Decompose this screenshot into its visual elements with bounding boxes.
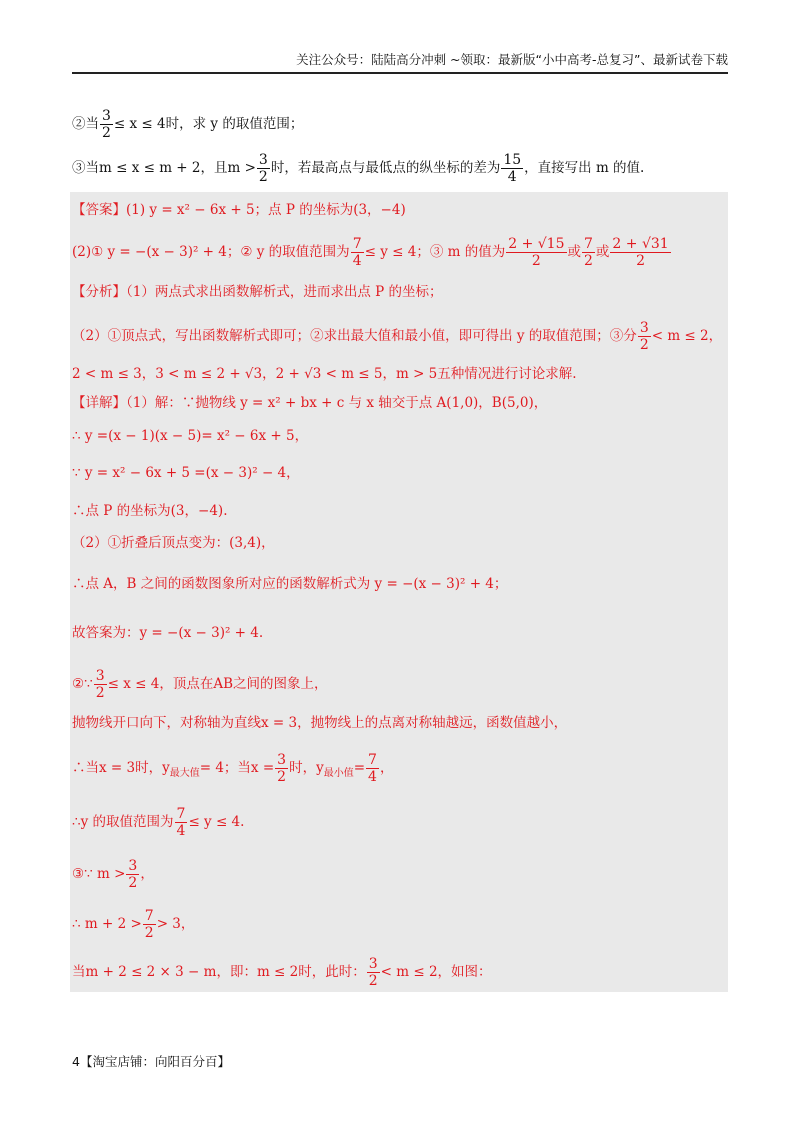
- answer-part: ≤ y ≤ 4；③ m 的值为: [364, 244, 506, 261]
- detail-line-12: [72, 858, 154, 891]
- subscript-max: 最大值: [169, 767, 200, 779]
- fraction: $\frac{3}{2}$: [128, 858, 138, 892]
- detail-text: ，: [379, 760, 394, 777]
- fraction: $\frac{3}{2}$: [277, 752, 287, 786]
- detail-line-14: [72, 956, 492, 989]
- fraction: $\frac{7}{4}$: [368, 752, 377, 786]
- detail-line-7: 故答案为：y = −(x − 3)² + 4.: [72, 625, 264, 641]
- detail-text: ∴ m + 2 >: [72, 916, 142, 933]
- detail-line-11: [72, 806, 244, 839]
- question-2: [72, 108, 303, 141]
- fraction: $\frac{3}{2}$: [639, 320, 649, 354]
- solution-panel: [70, 192, 728, 992]
- fraction: $\frac{3}{2}$: [258, 152, 268, 186]
- detail-line-13: [72, 908, 194, 941]
- analysis-line-1: [72, 286, 443, 300]
- detail-text: ≤ y ≤ 4.: [188, 814, 245, 831]
- fraction: $\frac{2 + √15}{2}$: [508, 236, 565, 270]
- fraction: $\frac{7}{2}$: [584, 236, 593, 270]
- detail-line-10: [72, 752, 393, 785]
- page-header: 关注公众号：陆陆高分冲刺 ~领取：最新版“小中高考-总复习”、最新试卷下载: [296, 52, 728, 67]
- analysis-text: （1）两点式求出函数解析式，进而求出点 P 的坐标；: [126, 284, 443, 300]
- answer-part: 或: [567, 244, 581, 261]
- q3-mid: 时，若最高点与最低点的纵坐标的差为: [270, 160, 501, 177]
- answer-part: 或: [595, 244, 610, 261]
- detail-line-6: ∴点 A，B 之间的函数图象所对应的函数解析式为 y = −(x − 3)² + 4；: [72, 576, 508, 592]
- detail-line-4: ∴点 P 的坐标为(3，−4).: [72, 503, 228, 519]
- detail-line-5: （2）①折叠后顶点变为：(3,4)，: [72, 535, 275, 551]
- detail-text: ≤ x ≤ 4，顶点在AB之间的图象上，: [107, 676, 328, 693]
- fraction: $\frac{3}{2}$: [102, 108, 111, 142]
- detail-text: （1）解：∵抛物线 y = x² + bx + c 与 x 轴交于点 A(1,0)，B(5,0)，: [126, 395, 548, 411]
- detail-text: = 4；当x =: [199, 760, 275, 777]
- q2-prefix: ②当: [72, 116, 99, 133]
- page-footer: 4【淘宝店铺：向阳百分百】: [72, 1054, 230, 1069]
- detail-text: ③∵ m >: [72, 866, 126, 883]
- detail-line-1: [72, 397, 547, 411]
- detail-line-3: ∵ y = x² − 6x + 5 =(x − 3)² − 4，: [72, 465, 300, 481]
- answer-line-2: [72, 236, 672, 269]
- detail-text: < m ≤ 2，如图：: [380, 964, 492, 981]
- detail-text: 时，y: [289, 760, 324, 777]
- fraction: $\frac{2 + √31}{2}$: [612, 236, 669, 270]
- detail-line-8: [72, 668, 328, 701]
- detail-text: ∴y 的取值范围为: [72, 814, 174, 831]
- question-3: [72, 152, 644, 185]
- fraction: $\frac{3}{2}$: [95, 668, 105, 702]
- detail-text: ∴当x = 3时，y: [72, 760, 170, 777]
- detail-text: ，: [140, 866, 154, 883]
- fraction: $\frac{7}{2}$: [144, 908, 154, 942]
- fraction: $\frac{15}{4}$: [503, 152, 522, 186]
- analysis-text: （2）①顶点式，写出函数解析式即可；②求出最大值和最小值，即可得出 y 的取值范围；③分: [72, 328, 637, 345]
- detail-text: =: [353, 760, 366, 777]
- q3-text: ，直接写出 m 的值.: [524, 160, 645, 177]
- answer-part: (2)① y = −(x − 3)² + 4；② y 的取值范围为: [72, 244, 350, 261]
- q2-text: ≤ x ≤ 4时，求 y 的取值范围；: [113, 116, 304, 133]
- detail-text: ②∵: [72, 676, 93, 693]
- answer-text: (1) y = x² − 6x + 5；点 P 的坐标为(3，−4): [126, 202, 406, 218]
- detail-line-9: 抛物线开口向下，对称轴为直线x = 3，抛物线上的点离对称轴越远，函数值越小，: [72, 715, 568, 731]
- detail-text: > 3，: [156, 916, 195, 933]
- detail-line-2: ∴ y =(x − 1)(x − 5)= x² − 6x + 5，: [72, 428, 309, 444]
- analysis-line-3: 2 < m ≤ 3，3 < m ≤ 2 + √3，2 + √3 < m ≤ 5，m > 5五种情况进行讨论求解.: [72, 366, 577, 382]
- analysis-text: < m ≤ 2，: [651, 328, 723, 345]
- detail-text: 当m + 2 ≤ 2 × 3 − m，即：m ≤ 2时，此时：: [72, 964, 366, 981]
- header-rule: [72, 72, 728, 74]
- subscript-min: 最小值: [323, 767, 354, 779]
- detail-tag: 【详解】: [72, 395, 126, 411]
- answer-line-1: [72, 204, 406, 218]
- analysis-line-2: [72, 320, 722, 353]
- fraction: $\frac{7}{4}$: [352, 236, 362, 270]
- analysis-tag: 【分析】: [72, 284, 126, 300]
- fraction: $\frac{3}{2}$: [368, 956, 378, 990]
- answer-tag: 【答案】: [72, 202, 126, 218]
- fraction: $\frac{7}{4}$: [176, 806, 186, 840]
- q3-prefix: ③当m ≤ x ≤ m + 2，且m >: [72, 160, 256, 177]
